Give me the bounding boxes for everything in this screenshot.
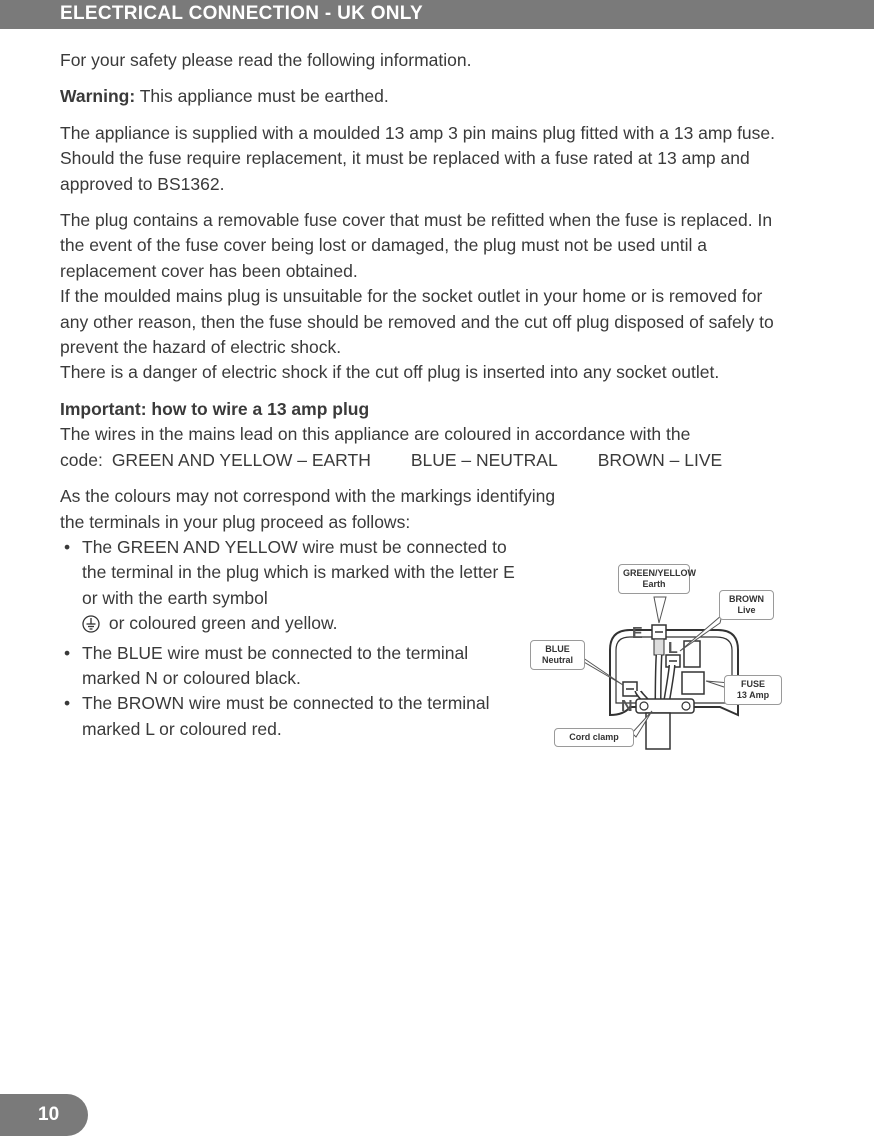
- colours-intro: As the colours may not correspond with the markings identifying the terminals in your plug proceed as follows:: [60, 486, 556, 532]
- code-neutral: BLUE – NEUTRAL: [410, 449, 558, 470]
- danger-paragraph: There is a danger of electric shock if the cut off plug is inserted into any socket outlet.: [60, 362, 720, 383]
- callout-earth-title: GREEN/YELLOW: [623, 568, 697, 578]
- page-number-badge: [0, 1094, 88, 1136]
- earth-step-text: The GREEN AND YELLOW wire must be connected to the terminal in the plug which is marked with the letter E or with the earth symbol: [82, 536, 515, 608]
- unsuitable-plug-paragraph: If the moulded mains plug is unsuitable for the socket outlet in your home or is removed for any other reason, then the fuse should be removed and the cut off plug disposed of safely to prevent the hazard of electric shock.: [60, 286, 774, 358]
- callout-live-title: BROWN: [729, 594, 764, 604]
- callout-neutral-sub: Neutral: [541, 655, 573, 665]
- intro-text: For your safety please read the following information.: [60, 50, 472, 70]
- code-earth: GREEN AND YELLOW – EARTH: [111, 449, 371, 470]
- wiring-steps-list: [60, 535, 520, 742]
- warning-text: This appliance must be earthed.: [135, 86, 389, 107]
- wire-code-row: [60, 448, 790, 473]
- list-item: [60, 691, 520, 742]
- list-item: [60, 641, 520, 692]
- callout-live-sub: Live: [737, 605, 756, 615]
- earth-symbol-icon: [82, 615, 100, 640]
- callout-fuse-title: FUSE: [740, 679, 765, 689]
- wire-code-intro: The wires in the mains lead on this appliance are coloured in accordance with the: [60, 424, 691, 445]
- terminal-e-letter: E: [632, 625, 643, 642]
- section-title: ELECTRICAL CONNECTION - UK ONLY: [60, 3, 423, 24]
- warning-paragraph: [60, 84, 790, 109]
- live-step-text: The BROWN wire must be connected to the terminal marked L or coloured red.: [82, 693, 490, 739]
- earth-step-text-end: or coloured green and yellow.: [104, 613, 338, 634]
- callout-earth: [618, 564, 697, 594]
- callout-earth-sub: Earth: [642, 579, 666, 589]
- plug-wiring-diagram: [520, 555, 785, 760]
- callout-neutral-title: BLUE: [545, 644, 570, 654]
- callout-clamp-label: Cord clamp: [569, 732, 619, 742]
- callout-live: [719, 590, 774, 620]
- section-header: [0, 0, 874, 29]
- code-live: BROWN – LIVE: [597, 449, 723, 470]
- page-number: 10: [38, 1104, 60, 1125]
- list-item: [60, 535, 520, 641]
- important-heading: Important: how to wire a 13 amp plug: [60, 398, 370, 419]
- code-label: code:: [60, 449, 103, 470]
- terminal-l-letter: L: [668, 640, 678, 657]
- fuse-cover-paragraph: The plug contains a removable fuse cover that must be refitted when the fuse is replaced. In the event of the fuse cover being lost or damaged, the plug must not be used until a replacement cover has been obtained.: [60, 210, 773, 281]
- supply-paragraph: The appliance is supplied with a moulded 13 amp 3 pin mains plug fitted with a 13 amp fuse. Should the fuse require replacement, it must be replaced with a fuse rated at 13 amp and approved to BS1362.: [60, 122, 776, 194]
- callout-cord-clamp: [554, 728, 634, 747]
- callout-neutral: [530, 640, 585, 670]
- callout-fuse-sub: 13 Amp: [736, 690, 770, 700]
- warning-label: Warning:: [60, 86, 136, 107]
- terminal-n-letter: N: [621, 698, 633, 715]
- callout-fuse: [724, 675, 782, 705]
- neutral-step-text: The BLUE wire must be connected to the terminal marked N or coloured black.: [82, 642, 469, 688]
